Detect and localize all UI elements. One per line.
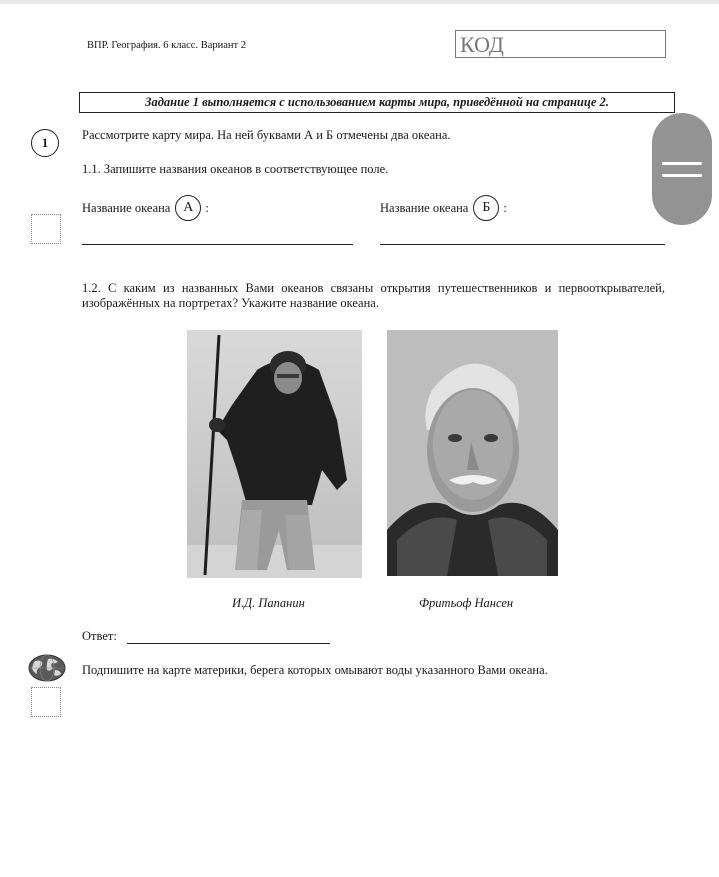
question-1-1: 1.1. Запишите названия океанов в соответствующее поле. xyxy=(82,162,389,176)
task-number: 1 xyxy=(31,129,59,157)
score-box-1[interactable] xyxy=(31,214,61,244)
globe-icon xyxy=(28,654,66,682)
task-intro: Рассмотрите карту мира. На ней буквами А и Б отмечены два океана. xyxy=(82,128,451,142)
sign-instruction: Подпишите на карте материки, берега которых омывают воды указанного Вами океана. xyxy=(82,663,548,677)
ocean-b-label: Название океана xyxy=(380,200,469,215)
caption-nansen: Фритьоф Нансен xyxy=(419,596,514,610)
menu-button[interactable] xyxy=(652,113,712,225)
score-box-2[interactable] xyxy=(31,687,61,717)
ocean-a-label: Название океана xyxy=(82,200,171,215)
top-bar xyxy=(0,0,719,4)
caption-papanin: И.Д. Папанин xyxy=(232,596,305,610)
ocean-a-answer-line[interactable] xyxy=(82,244,353,245)
ocean-a-colon: : xyxy=(205,200,209,215)
task-note: Задание 1 выполняется с использованием карты мира, приведённой на странице 2. xyxy=(79,92,675,113)
ocean-b-label-row xyxy=(380,195,507,221)
question-1-2: 1.2. С каким из названных Вами океанов связаны открытия путешественников и первооткрывателей, изображённых на портретах? Укажите название океана. xyxy=(82,281,665,310)
letter-a-circle: А xyxy=(175,195,201,221)
answer-label: Ответ: xyxy=(82,629,117,643)
ocean-b-answer-line[interactable] xyxy=(380,244,665,245)
letter-b-circle: Б xyxy=(473,195,499,221)
portrait-papanin xyxy=(187,330,362,578)
answer-field[interactable] xyxy=(127,643,330,644)
code-field[interactable]: КОД xyxy=(455,30,666,58)
portrait-nansen xyxy=(387,330,558,576)
ocean-b-colon: : xyxy=(503,200,507,215)
page-header: ВПР. География. 6 класс. Вариант 2 xyxy=(87,40,246,51)
ocean-a-label-row xyxy=(82,195,209,221)
